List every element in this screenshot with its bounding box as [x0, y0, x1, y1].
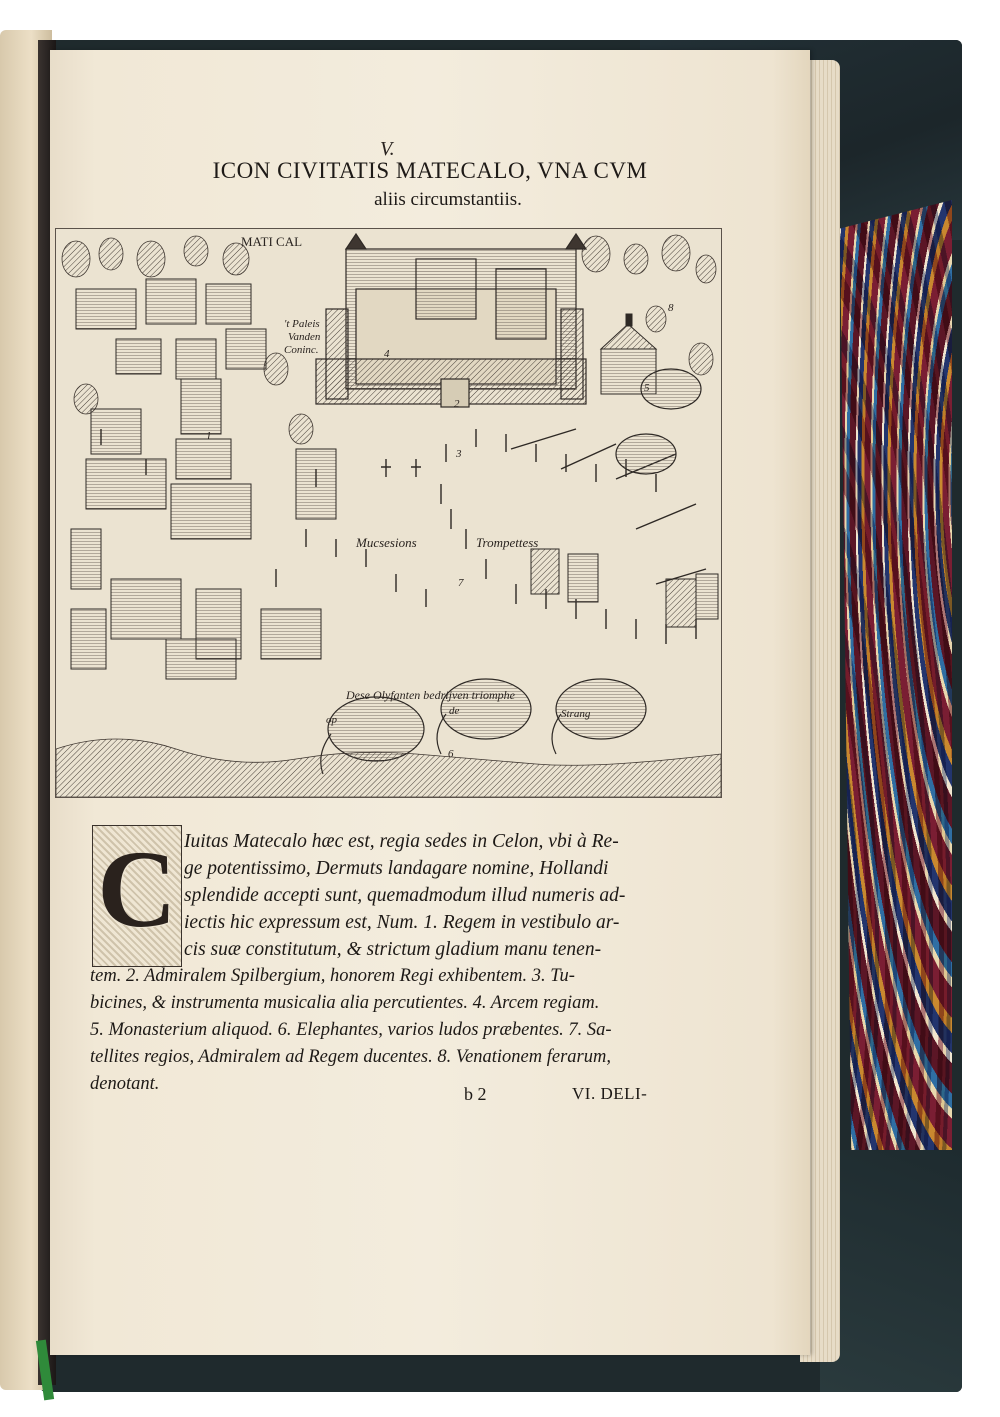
leather-corner-bottom — [820, 1150, 962, 1392]
plate-number-8: 8 — [668, 302, 674, 314]
section-number: V. — [380, 138, 395, 160]
body-line-3: splendide accepti sunt, quemadmodum illud numeris ad- — [184, 885, 626, 906]
plate-label-de: de — [449, 705, 460, 717]
plate-label-musicians: Mucsesions — [356, 535, 417, 550]
plate-label-op: op — [326, 714, 337, 726]
initial-letter: C — [97, 828, 177, 950]
plate-number-1: 1 — [206, 430, 212, 442]
body-line-4: iectis hic expressum est, Num. 1. Regem in vestibulo ar- — [184, 912, 620, 933]
page-title: ICON CIVITATIS MATECALO, VNA CVM — [212, 158, 648, 183]
plate-label-elephants: Dese Olyfanten bedrijven triomphe — [346, 688, 515, 702]
plate-number-4: 4 — [384, 348, 390, 360]
decorated-initial — [92, 825, 182, 967]
plate-label-top: MATI CAL — [241, 234, 303, 249]
castle — [316, 234, 586, 407]
plate-label-strang: Strang — [561, 708, 591, 720]
page-subtitle: aliis circumstantiis. — [374, 189, 522, 210]
body-line-8: 5. Monasterium aliquod. 6. Elephantes, varios ludos præbentes. 7. Sa- — [90, 1020, 612, 1040]
signature-mark: b 2 — [464, 1084, 487, 1104]
plate-number-2: 2 — [454, 398, 460, 410]
book-page — [50, 50, 810, 1355]
engraving-plate — [55, 228, 722, 798]
plate-number-3: 3 — [456, 448, 462, 460]
body-line-10: denotant. — [90, 1074, 160, 1094]
marbled-paper — [840, 200, 952, 1150]
plate-label-palace-2: Vanden — [288, 331, 321, 343]
body-line-2: ge potentissimo, Dermuts landagare nomine, Hollandi — [184, 858, 609, 879]
plate-number-5: 5 — [644, 382, 650, 394]
body-line-9: tellites regios, Admiralem ad Regem ducentes. 8. Venationem ferarum, — [90, 1047, 611, 1067]
plate-number-7: 7 — [458, 577, 464, 589]
plate-number-6: 6 — [448, 748, 454, 760]
catchword: VI. DELI- — [572, 1084, 648, 1103]
plate-label-trumpeters: Trompettess — [476, 535, 539, 550]
body-line-6: tem. 2. Admiralem Spilbergium, honorem Regi exhibentem. 3. Tu- — [90, 966, 575, 986]
body-line-5: cis suæ constitutum, & strictum gladium manu tenen- — [184, 939, 602, 960]
plate-label-palace-3: Coninc. — [284, 344, 319, 356]
body-line-1: Iuitas Matecalo hæc est, regia sedes in Celon, vbi à Re- — [184, 831, 619, 852]
body-line-7: bicines, & instrumenta musicalia alia percutientes. 4. Arcem regiam. — [90, 993, 600, 1013]
engraving-illustration — [56, 229, 721, 797]
plate-label-palace: 't Paleis — [284, 318, 320, 330]
